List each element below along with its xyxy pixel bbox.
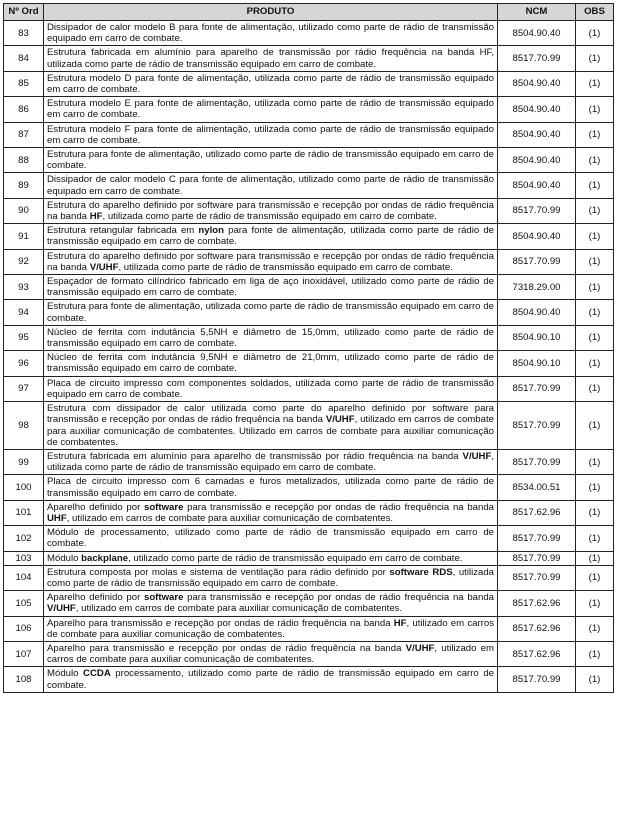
row-obs: (1): [576, 198, 614, 223]
row-ncm: 8534.00.51: [498, 475, 576, 500]
table-row: [4, 249, 614, 274]
table-row: [4, 551, 614, 565]
produto-text: Estrutura modelo F para fonte de alimentação, utilizada como parte de rádio de transmissão equipado em carro de combate.: [47, 123, 494, 146]
row-obs: (1): [576, 475, 614, 500]
table-body: [4, 21, 614, 693]
row-produto: [44, 500, 498, 525]
row-ncm: 8517.70.99: [498, 249, 576, 274]
table-row: [4, 616, 614, 641]
table-row: [4, 21, 614, 46]
row-ncm: 8504.90.40: [498, 224, 576, 249]
table-row: [4, 475, 614, 500]
row-produto: [44, 198, 498, 223]
row-obs: (1): [576, 449, 614, 474]
row-produto: [44, 325, 498, 350]
products-table: [3, 3, 614, 693]
table-row: [4, 591, 614, 616]
produto-text: processamento, utilizado como parte de rádio de transmissão equipado em carro de combate.: [47, 668, 494, 691]
produto-bold-term: V/UHF: [405, 642, 435, 654]
produto-text: , utilizado em carros de combate para auxiliar comunicação de combatentes.: [75, 603, 403, 615]
produto-text: Estrutura fabricada em alumínio para aparelho de transmissão por rádio frequência na banda: [47, 450, 463, 462]
row-obs: (1): [576, 500, 614, 525]
row-ncm: 8504.90.40: [498, 122, 576, 147]
row-ord: 86: [4, 97, 44, 122]
produto-text: , utilizado em carros de combate para auxiliar comunicação de combatentes.: [47, 617, 494, 640]
row-ord: 106: [4, 616, 44, 641]
row-ord: 83: [4, 21, 44, 46]
row-produto: [44, 565, 498, 590]
produto-bold-term: backplane: [81, 552, 129, 564]
row-obs: (1): [576, 224, 614, 249]
table-row: [4, 402, 614, 450]
produto-text: Estrutura retangular fabricada em: [47, 225, 199, 237]
row-ncm: 8504.90.40: [498, 173, 576, 198]
row-produto: [44, 475, 498, 500]
row-produto: [44, 402, 498, 450]
produto-text: para transmissão e recepção por ondas de rádio frequência na banda: [183, 501, 495, 513]
row-ord: 101: [4, 500, 44, 525]
row-ord: 84: [4, 46, 44, 71]
produto-text: Estrutura modelo D para fonte de alimentação, utilizada como parte de rádio de transmissão equipado em carro de combate.: [47, 72, 494, 96]
row-obs: (1): [576, 351, 614, 376]
row-produto: [44, 667, 498, 692]
row-produto: [44, 148, 498, 173]
row-obs: (1): [576, 591, 614, 616]
table-row: [4, 148, 614, 173]
row-ord: 90: [4, 198, 44, 223]
produto-text: Espaçador de formato cilíndrico fabricado em liga de aço inoxidável, utilizado como parte de rádio de transmissão equipado em carro de combate.: [47, 276, 494, 299]
row-obs: (1): [576, 300, 614, 325]
table-row: [4, 224, 614, 249]
row-ord: 107: [4, 641, 44, 666]
row-ncm: 7318.29.00: [498, 275, 576, 300]
produto-text: Estrutura do aparelho definido por software para transmissão e recepção por ondas de rádio frequência na banda: [47, 199, 494, 223]
row-ord: 98: [4, 402, 44, 450]
row-ord: 108: [4, 667, 44, 692]
row-obs: (1): [576, 173, 614, 198]
row-ord: 105: [4, 591, 44, 616]
row-produto: [44, 97, 498, 122]
row-ncm: 8504.90.40: [498, 97, 576, 122]
table-row: [4, 122, 614, 147]
row-ncm: 8504.90.40: [498, 300, 576, 325]
header-row: [4, 4, 614, 21]
produto-text: , utilizada como parte de rádio de transmissão equipado em carro de combate.: [118, 261, 453, 273]
row-obs: (1): [576, 97, 614, 122]
header-ncm: NCM: [498, 4, 576, 21]
row-obs: (1): [576, 565, 614, 590]
produto-text: Estrutura fabricada em alumínio para aparelho de transmissão por rádio frequência na banda HF, utilizada como parte de rádio de transmissão equipado em carro de combate.: [47, 47, 494, 70]
row-ord: 88: [4, 148, 44, 173]
table-row: [4, 376, 614, 401]
row-obs: (1): [576, 667, 614, 692]
produto-bold-term: CCDA: [83, 668, 111, 680]
row-ord: 89: [4, 173, 44, 198]
produto-text: Aparelho para transmissão e recepção por ondas de rádio frequência na banda: [47, 617, 394, 629]
row-obs: (1): [576, 249, 614, 274]
produto-bold-term: V/UHF: [462, 450, 492, 462]
produto-bold-term: software RDS: [389, 566, 453, 578]
row-produto: [44, 249, 498, 274]
table-row: [4, 565, 614, 590]
table-row: [4, 325, 614, 350]
produto-text: , utilizado em carros de combate para auxiliar comunicação de combatentes.: [66, 512, 394, 524]
produto-text: Estrutura modelo E para fonte de alimentação, utilizada como parte de rádio de transmissão equipado em carro de combate.: [47, 98, 494, 121]
produto-bold-term: software: [143, 501, 184, 513]
row-ncm: 8517.70.99: [498, 449, 576, 474]
row-obs: (1): [576, 122, 614, 147]
produto-text: Módulo: [47, 668, 84, 680]
table-row: [4, 641, 614, 666]
row-ncm: 8504.90.40: [498, 21, 576, 46]
table-row: [4, 71, 614, 96]
produto-text: , utilizada como parte de rádio de transmissão equipado em carro de combate.: [102, 211, 437, 223]
row-ord: 99: [4, 449, 44, 474]
header-ord: Nº Ord: [4, 4, 44, 21]
row-ncm: 8517.70.99: [498, 551, 576, 565]
produto-bold-term: V/UHF: [47, 603, 76, 615]
row-ncm: 8517.70.99: [498, 565, 576, 590]
header-produto: PRODUTO: [44, 4, 498, 21]
table-row: [4, 526, 614, 551]
row-ord: 100: [4, 475, 44, 500]
produto-text: Estrutura para fonte de alimentação, utilizada como parte de rádio de transmissão equipado em carro de combate.: [47, 301, 494, 324]
row-ord: 97: [4, 376, 44, 401]
row-ord: 102: [4, 526, 44, 551]
row-ncm: 8517.70.99: [498, 402, 576, 450]
table-row: [4, 46, 614, 71]
row-obs: (1): [576, 402, 614, 450]
header-obs: OBS: [576, 4, 614, 21]
row-produto: [44, 526, 498, 551]
produto-text: , utilizada como parte de rádio de transmissão equipado em carro de combate.: [47, 566, 495, 589]
produto-text: Estrutura do aparelho definido por software para transmissão e recepção por ondas de rádio frequência na banda: [47, 250, 494, 273]
row-ord: 87: [4, 122, 44, 147]
row-produto: [44, 641, 498, 666]
row-produto: [44, 275, 498, 300]
produto-bold-term: UHF: [47, 512, 67, 524]
table-row: [4, 351, 614, 376]
row-obs: (1): [576, 641, 614, 666]
produto-text: Núcleo de ferrita com indutância 5,5NH e diâmetro de 15,0mm, utilizado como parte de rádio de transmissão equipado em carro de combate.: [47, 326, 494, 350]
table-row: [4, 667, 614, 692]
produto-text: , utilizada como parte de rádio de transmissão equipado em carro de combate.: [47, 450, 494, 474]
produto-bold-term: V/UHF: [325, 414, 355, 426]
row-obs: (1): [576, 551, 614, 565]
row-produto: [44, 616, 498, 641]
row-obs: (1): [576, 275, 614, 300]
produto-bold-term: HF: [393, 617, 407, 629]
produto-bold-term: HF: [89, 211, 103, 223]
row-ncm: 8517.70.99: [498, 667, 576, 692]
row-obs: (1): [576, 46, 614, 71]
produto-text: Placa de circuito impresso com 6 camadas e furos metalizados, utilizada como parte de rádio de transmissão equipado em carro de combate.: [47, 476, 494, 499]
table-row: [4, 97, 614, 122]
row-ord: 104: [4, 565, 44, 590]
row-ord: 85: [4, 71, 44, 96]
produto-text: Aparelho definido por: [47, 501, 144, 513]
produto-text: Aparelho definido por: [47, 592, 144, 604]
produto-text: Aparelho para transmissão e recepção por ondas de rádio frequência na banda: [47, 642, 406, 654]
row-produto: [44, 46, 498, 71]
row-ord: 93: [4, 275, 44, 300]
row-ncm: 8504.90.10: [498, 351, 576, 376]
row-ncm: 8517.70.99: [498, 526, 576, 551]
produto-text: para transmissão e recepção por ondas de rádio frequência na banda: [183, 592, 495, 604]
row-obs: (1): [576, 616, 614, 641]
row-produto: [44, 449, 498, 474]
table-row: [4, 449, 614, 474]
row-ncm: 8517.62.96: [498, 591, 576, 616]
row-obs: (1): [576, 21, 614, 46]
table-row: [4, 173, 614, 198]
row-produto: [44, 591, 498, 616]
row-ncm: 8504.90.40: [498, 148, 576, 173]
produto-bold-term: software: [143, 592, 184, 604]
row-obs: (1): [576, 376, 614, 401]
produto-text: Módulo de processamento, utilizado como parte de rádio de transmissão equipado em carro de combate.: [47, 527, 494, 550]
produto-text: Estrutura com dissipador de calor utilizada como parte do aparelho definido por software para transmissão e recepção por ondas de rádio frequência na banda: [47, 403, 494, 426]
produto-text: Estrutura para fonte de alimentação, utilizado como parte de rádio de transmissão equipado em carro de combate.: [47, 149, 494, 172]
table-row: [4, 198, 614, 223]
row-ncm: 8517.62.96: [498, 616, 576, 641]
row-ncm: 8517.62.96: [498, 641, 576, 666]
produto-text: Placa de circuito impresso com componentes soldados, utilizada como parte de rádio de transmissão equipado em carro de combate.: [47, 377, 494, 400]
table-row: [4, 275, 614, 300]
produto-text: Estrutura composta por molas e sistema de ventilação para rádio definido por: [47, 566, 390, 578]
produto-text: , utilizado em carros de combate para auxiliar comunicação de combatentes.: [47, 642, 494, 666]
row-ncm: 8517.70.99: [498, 46, 576, 71]
row-ord: 95: [4, 325, 44, 350]
row-obs: (1): [576, 526, 614, 551]
row-ncm: 8504.90.10: [498, 325, 576, 350]
row-produto: [44, 224, 498, 249]
row-produto: [44, 551, 498, 565]
row-ord: 94: [4, 300, 44, 325]
row-produto: [44, 21, 498, 46]
row-ncm: 8517.70.99: [498, 198, 576, 223]
row-produto: [44, 173, 498, 198]
produto-text: Núcleo de ferrita com indutância 9,5NH e diâmetro de 21,0mm, utilizado como parte de rádio de transmissão equipado em carro de combate.: [47, 352, 494, 375]
produto-text: , utilizado como parte de rádio de transmissão equipado em carro de combate.: [128, 552, 463, 564]
row-obs: (1): [576, 325, 614, 350]
row-produto: [44, 376, 498, 401]
row-ncm: 8504.90.40: [498, 71, 576, 96]
produto-text: Dissipador de calor modelo B para fonte de alimentação, utilizado como parte de rádio de transmissão equipado em carro de combate.: [47, 22, 494, 45]
produto-text: Dissipador de calor modelo C para fonte de alimentação, utilizado como parte de rádio de transmissão equipado em carro de combate.: [47, 174, 494, 197]
row-produto: [44, 122, 498, 147]
row-produto: [44, 351, 498, 376]
produto-text: , utilizado em carros de combate para auxiliar comunicação de combatentes. Utilizado em carros de combate para auxiliar comunicação de combatentes.: [47, 414, 494, 448]
produto-bold-term: V/UHF: [89, 261, 119, 273]
produto-text: Módulo: [47, 552, 82, 564]
produto-bold-term: nylon: [198, 225, 224, 237]
row-produto: [44, 300, 498, 325]
table-row: [4, 300, 614, 325]
row-ord: 103: [4, 551, 44, 565]
row-obs: (1): [576, 71, 614, 96]
row-produto: [44, 71, 498, 96]
row-ord: 91: [4, 224, 44, 249]
row-ord: 96: [4, 351, 44, 376]
table-row: [4, 500, 614, 525]
row-ncm: 8517.70.99: [498, 376, 576, 401]
row-obs: (1): [576, 148, 614, 173]
row-ord: 92: [4, 249, 44, 274]
row-ncm: 8517.62.96: [498, 500, 576, 525]
produto-text: para fonte de alimentação, utilizada como parte de rádio de transmissão equipado em carro de combate.: [47, 225, 494, 248]
